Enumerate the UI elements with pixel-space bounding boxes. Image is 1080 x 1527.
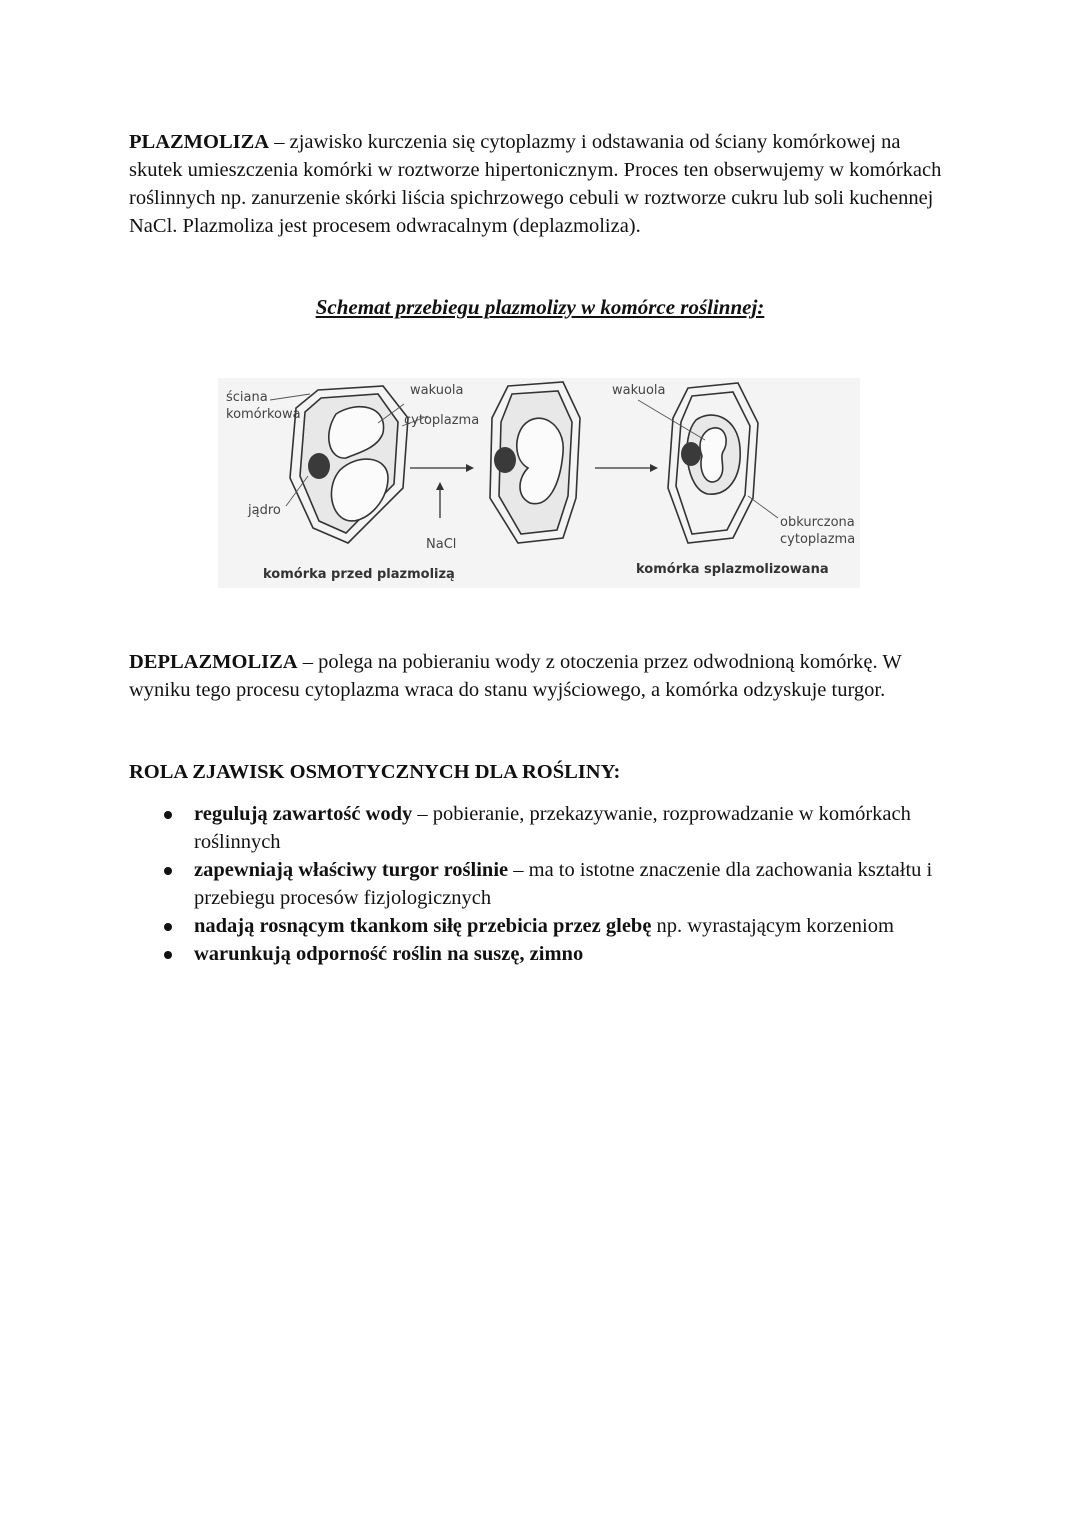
deplazmoliza-term: DEPLAZMOLIZA	[129, 651, 298, 673]
caption-cell-before: komórka przed plazmolizą	[263, 567, 455, 582]
list-item	[129, 856, 979, 912]
cell-before-nucleus	[308, 453, 330, 479]
bullet-icon	[164, 867, 172, 875]
plazmoliza-paragraph	[129, 128, 959, 240]
rola-heading: ROLA ZJAWISK OSMOTYCZNYCH DLA ROŚLINY:	[129, 761, 621, 783]
label-sciana-line1: ściana	[226, 390, 268, 405]
label-nacl: NaCl	[426, 537, 457, 552]
label-wakuola-after: wakuola	[612, 383, 666, 398]
list-item-bold: warunkują odporność roślin na suszę, zimno	[194, 943, 584, 965]
caption-cell-after: komórka splazmolizowana	[636, 562, 829, 577]
list-item	[129, 912, 979, 940]
deplazmoliza-definition: – polega na pobieraniu wody z otoczenia przez odwodnioną komórkę. W wyniku tego procesu cytoplazma wraca do stanu wyjściowego, a komórka odzyskuje turgor.	[129, 651, 902, 701]
list-item	[129, 800, 979, 856]
cell-plasmolysed-vacuole	[700, 428, 726, 482]
list-item-bold: nadają rosnącym tkankom siłę przebicia przez glebę	[194, 915, 652, 937]
figure-caption: Schemat przebiegu plazmolizy w komórce roślinnej:	[315, 295, 765, 319]
list-item-bold: zapewniają właściwy turgor roślinie	[194, 859, 509, 881]
bullet-icon	[164, 923, 172, 931]
cell-plasmolysed-nucleus	[681, 442, 701, 466]
label-sciana-line2: komórkowa	[226, 407, 301, 422]
list-item-text: – pobieranie, przekazywanie, rozprowadzanie w komórkach roślinnych	[194, 803, 911, 853]
list-item	[129, 940, 979, 968]
bullet-icon	[164, 951, 172, 959]
deplazmoliza-paragraph	[129, 648, 959, 704]
label-cytoplazma: cytoplazma	[404, 413, 480, 428]
list-item-text: np. wyrastającym korzeniom	[651, 915, 894, 937]
label-jadro: jądro	[248, 503, 281, 518]
bullet-icon	[164, 811, 172, 819]
plasmolysis-diagram	[218, 378, 860, 588]
rola-list	[129, 800, 979, 968]
plazmoliza-term: PLAZMOLIZA	[129, 131, 270, 153]
plasmolysis-diagram-svg	[218, 378, 860, 588]
label-obkurczona-line2: cytoplazma	[780, 532, 856, 547]
list-item-bold: regulują zawartość wody	[194, 803, 413, 825]
plazmoliza-definition: – zjawisko kurczenia się cytoplazmy i odstawania od ściany komórkowej na skutek umieszczenia komórki w roztworze hipertonicznym. Proces ten obserwujemy w komórkach roślinnych np. zanurzenie skórki liścia spichrzowego cebuli w roztworze cukru lub soli kuchennej NaCl. Plazmoliza jest procesem odwracalnym (deplazmoliza).	[129, 131, 942, 237]
label-wakuola-before: wakuola	[410, 383, 464, 398]
label-obkurczona-line1: obkurczona	[780, 515, 855, 530]
list-item-text: – ma to istotne znaczenie dla zachowania kształtu i przebiegu procesów fizjologicznych	[194, 859, 933, 909]
cell-intermediate-nucleus	[494, 447, 516, 473]
